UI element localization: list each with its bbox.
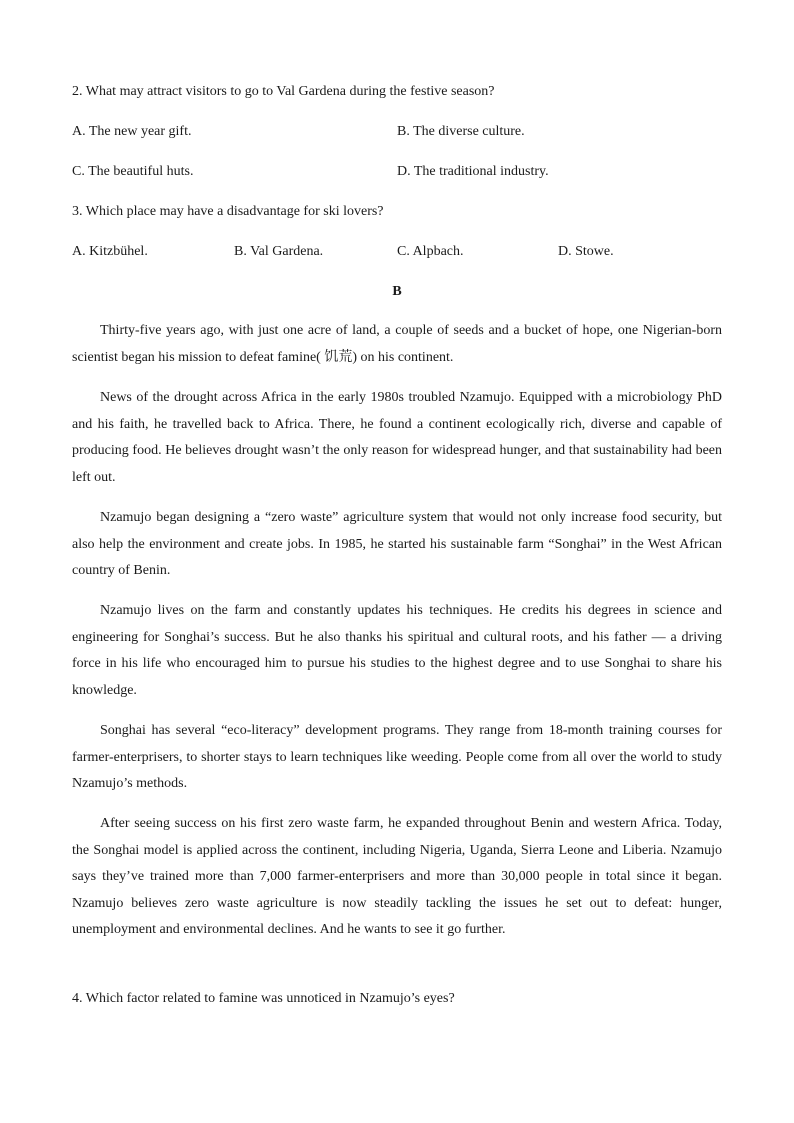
paragraph-6: After seeing success on his first zero waste farm, he expanded throughout Benin and western Africa. Today, the Songhai model is applied across the continent, including Nigeria, Uganda, Sierra Leone and Liberia. Nzamujo says they’ve trained more than 7,000 farmer-enterprisers and more than 30,000 people in total since it began. Nzamujo believes zero waste agriculture is now steadily tackling the issues he set out to defeat: hunger, unemployment and environmental declines. And he wants to see it go further. [72, 816, 722, 938]
question-2-option-c: C. The beautiful huts. [72, 164, 194, 179]
question-4-stem: 4. Which factor related to famine was unnoticed in Nzamujo’s eyes? [72, 991, 455, 1006]
question-3-stem: 3. Which place may have a disadvantage for ski lovers? [72, 204, 384, 219]
paragraph-4: Nzamujo lives on the farm and constantly updates his techniques. He credits his degrees in science and engineering for Songhai’s success. But he also thanks his spiritual and cultural roots, and his father — a driving force in his life who encouraged him to pursue his studies to the highest degree and to use Songhai to share his knowledge. [72, 603, 722, 698]
paragraph-5: Songhai has several “eco-literacy” development programs. They range from 18-month training courses for farmer-enterprisers, to shorter stays to learn techniques like weeding. People come from all over the world to study Nzamujo’s methods. [72, 723, 722, 792]
question-2-option-a: A. The new year gift. [72, 124, 192, 139]
paragraph-3: Nzamujo began designing a “zero waste” agriculture system that would not only increase food security, but also help the environment and create jobs. In 1985, he started his sustainable farm “Songhai” in the West African country of Benin. [72, 510, 722, 579]
section-heading: B [392, 284, 402, 299]
question-3-option-d: D. Stowe. [558, 244, 614, 259]
paragraph-1: Thirty-five years ago, with just one acre of land, a couple of seeds and a bucket of hope, one Nigerian-born scientist began his mission to defeat famine( 饥荒) on his continent. [72, 323, 722, 365]
question-2-stem: 2. What may attract visitors to go to Val Gardena during the festive season? [72, 84, 495, 99]
question-3-option-a: A. Kitzbühel. [72, 244, 148, 259]
paragraph-2: News of the drought across Africa in the early 1980s troubled Nzamujo. Equipped with a microbiology PhD and his faith, he travelled back to Africa. There, he found a continent ecologically rich, diverse and capable of producing food. He believes drought wasn’t the only reason for widespread hunger, and that sustainability had been left out. [72, 390, 722, 485]
question-2-option-d: D. The traditional industry. [397, 164, 549, 179]
question-3-option-c: C. Alpbach. [397, 244, 464, 259]
question-3-option-b: B. Val Gardena. [234, 244, 324, 259]
question-2-option-b: B. The diverse culture. [397, 124, 525, 139]
